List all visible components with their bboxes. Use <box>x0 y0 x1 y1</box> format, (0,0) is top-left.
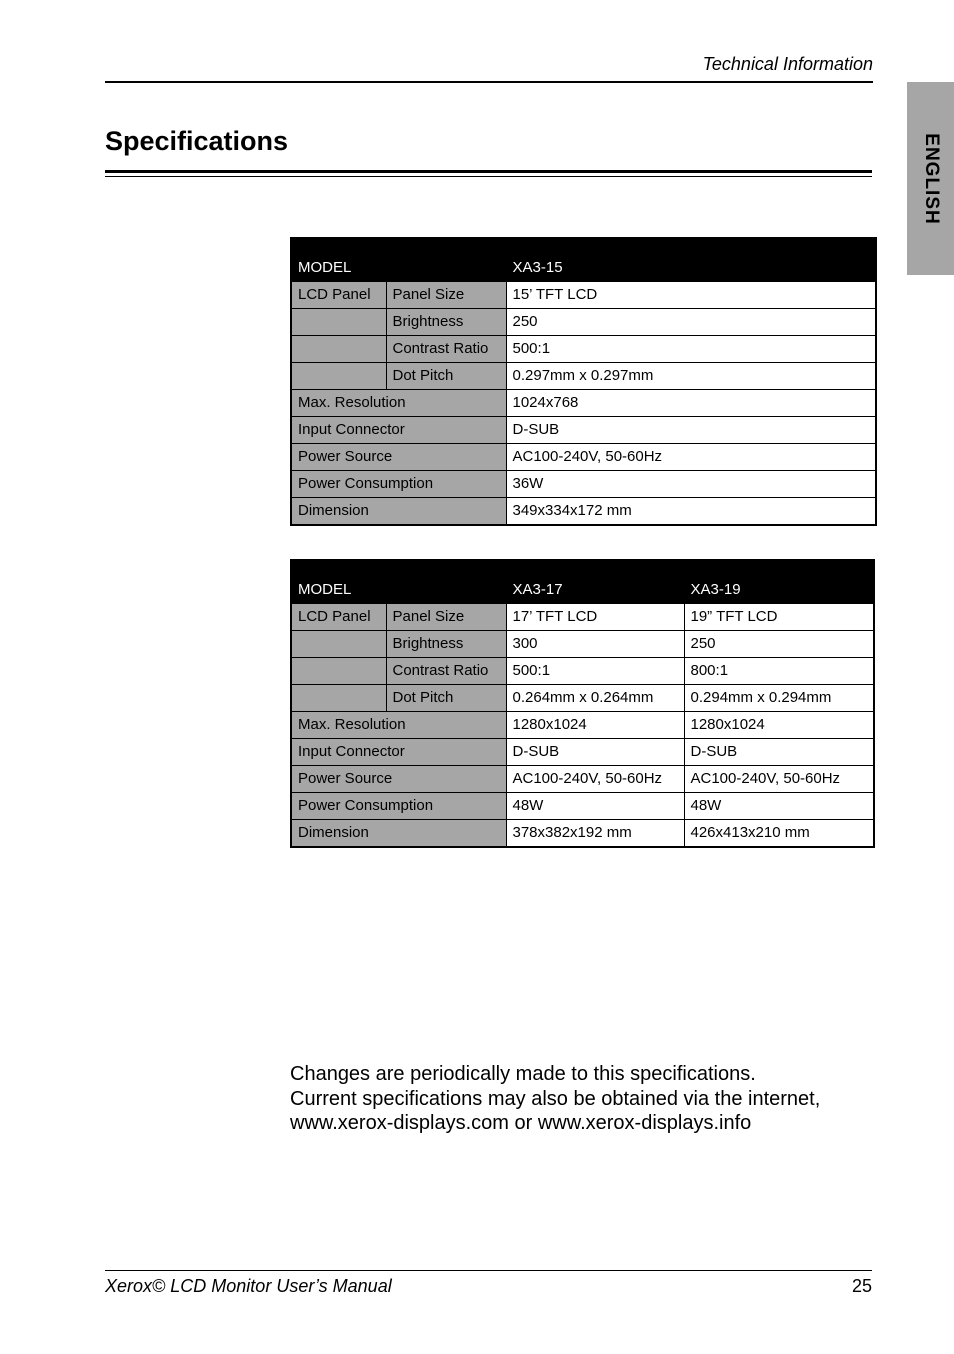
row-value: 36W <box>506 471 876 498</box>
row-group-spacer <box>291 336 386 363</box>
row-value: 1024x768 <box>506 390 876 417</box>
table-header-row <box>291 238 876 282</box>
row-label: Dimension <box>291 820 506 848</box>
row-label: Max. Resolution <box>291 712 506 739</box>
spec-table-xa3-15 <box>290 237 877 526</box>
row-label: Contrast Ratio <box>386 658 506 685</box>
header-cell-model: MODEL <box>291 238 506 282</box>
table-row <box>291 631 874 658</box>
table-row <box>291 444 876 471</box>
table-row <box>291 766 874 793</box>
row-value: 1280x1024 <box>506 712 684 739</box>
row-value: 800:1 <box>684 658 874 685</box>
page-number: 25 <box>851 1276 872 1296</box>
specifications-note <box>290 1062 820 1136</box>
note-line: Current specifications may also be obtained via the internet, <box>290 1087 821 1110</box>
row-value: AC100-240V, 50-60Hz <box>684 766 874 793</box>
table-row <box>291 309 876 336</box>
row-value: 0.294mm x 0.294mm <box>684 685 874 712</box>
row-value: D-SUB <box>506 417 876 444</box>
row-group-spacer <box>291 309 386 336</box>
row-value: 378x382x192 mm <box>506 820 684 848</box>
header-cell-model-name: XA3-17 <box>506 560 684 604</box>
row-value: 250 <box>684 631 874 658</box>
row-value: 15’ TFT LCD <box>506 282 876 309</box>
title-rule <box>105 170 872 173</box>
row-value: 0.264mm x 0.264mm <box>506 685 684 712</box>
row-group-spacer <box>291 631 386 658</box>
row-value: D-SUB <box>684 739 874 766</box>
header-cell-model-name: XA3-19 <box>684 560 874 604</box>
table-row <box>291 712 874 739</box>
row-value: 19” TFT LCD <box>684 604 874 631</box>
row-label: Power Consumption <box>291 471 506 498</box>
row-value: 500:1 <box>506 658 684 685</box>
row-label: Dimension <box>291 498 506 526</box>
row-value: 300 <box>506 631 684 658</box>
table-row <box>291 390 876 417</box>
row-label: Dot Pitch <box>386 685 506 712</box>
row-value: AC100-240V, 50-60Hz <box>506 444 876 471</box>
row-label: Brightness <box>386 309 506 336</box>
header-cell-model: MODEL <box>291 560 506 604</box>
row-value: 48W <box>506 793 684 820</box>
row-value: 426x413x210 mm <box>684 820 874 848</box>
row-label: Panel Size <box>386 282 506 309</box>
row-label: Input Connector <box>291 739 506 766</box>
language-tab <box>907 82 954 275</box>
row-value: 349x334x172 mm <box>506 498 876 526</box>
language-tab-label: ENGLISH <box>920 132 942 225</box>
page-title: Specifications <box>105 126 289 156</box>
header-cell-model-name: XA3-15 <box>506 238 876 282</box>
row-value: 250 <box>506 309 876 336</box>
running-header: Technical Information <box>702 54 873 74</box>
table-row <box>291 604 874 631</box>
row-group-spacer <box>291 685 386 712</box>
table-row <box>291 336 876 363</box>
row-group-label: LCD Panel <box>291 282 386 309</box>
title-rule-thin <box>105 176 872 177</box>
table-row <box>291 685 874 712</box>
row-value: 0.297mm x 0.297mm <box>506 363 876 390</box>
header-rule <box>105 81 873 83</box>
row-label: Max. Resolution <box>291 390 506 417</box>
table-row <box>291 793 874 820</box>
table-header-row <box>291 560 874 604</box>
row-value: 48W <box>684 793 874 820</box>
row-label: Brightness <box>386 631 506 658</box>
row-label: Power Consumption <box>291 793 506 820</box>
row-label: Power Source <box>291 766 506 793</box>
row-label: Power Source <box>291 444 506 471</box>
row-group-spacer <box>291 363 386 390</box>
row-value: 500:1 <box>506 336 876 363</box>
footer-manual-title: Xerox© LCD Monitor User’s Manual <box>105 1276 392 1296</box>
table-row <box>291 282 876 309</box>
table-row <box>291 363 876 390</box>
table-row <box>291 471 876 498</box>
spec-table-xa3-17-19 <box>290 559 875 848</box>
row-value: D-SUB <box>506 739 684 766</box>
row-label: Input Connector <box>291 417 506 444</box>
row-value: AC100-240V, 50-60Hz <box>506 766 684 793</box>
note-line: Changes are periodically made to this specifications. <box>290 1063 756 1085</box>
table-row <box>291 820 874 848</box>
row-value: 1280x1024 <box>684 712 874 739</box>
table-row <box>291 498 876 526</box>
note-line: www.xerox-displays.com or www.xerox-displays.info <box>290 1112 752 1134</box>
row-value: 17’ TFT LCD <box>506 604 684 631</box>
table-row <box>291 739 874 766</box>
table-row <box>291 658 874 685</box>
row-label: Panel Size <box>386 604 506 631</box>
table-row <box>291 417 876 444</box>
row-label: Contrast Ratio <box>386 336 506 363</box>
row-group-spacer <box>291 658 386 685</box>
footer-rule <box>105 1270 872 1271</box>
row-group-label: LCD Panel <box>291 604 386 631</box>
row-label: Dot Pitch <box>386 363 506 390</box>
